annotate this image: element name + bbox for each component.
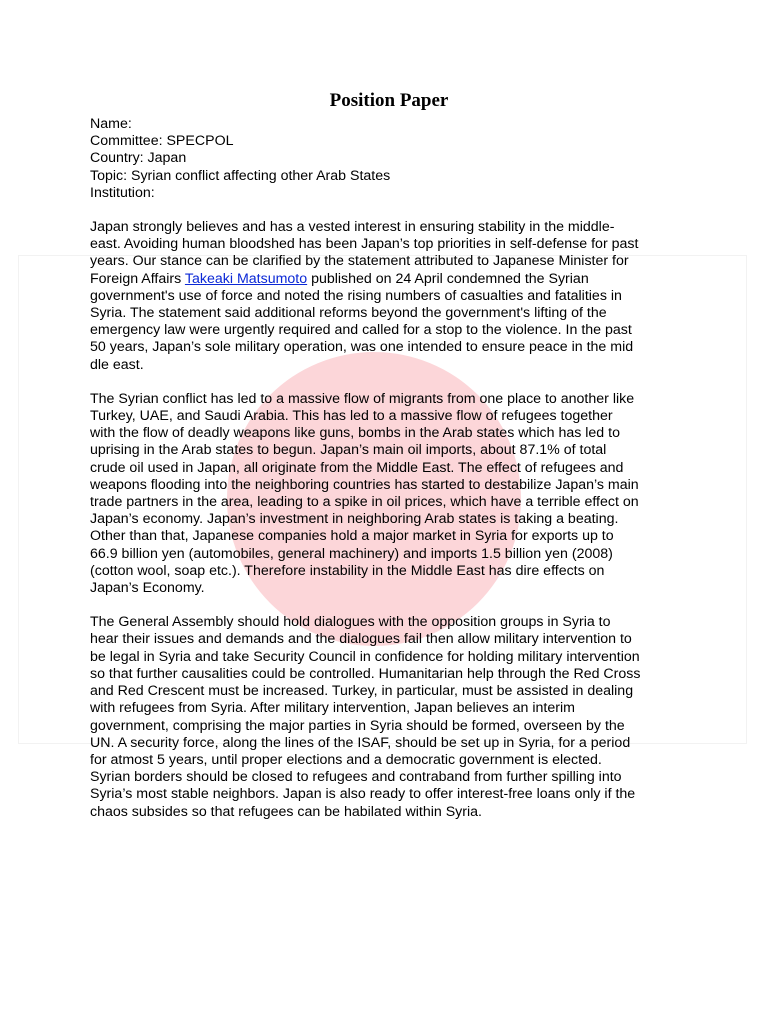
text-line: Japan strongly believes and has a vested interest in ensuring stability in the middle-	[90, 219, 615, 236]
text-line: with refugees from Syria. After military intervention, Japan believes an interim	[90, 700, 575, 717]
meta-institution: Institution:	[90, 184, 155, 201]
text-line: The Syrian conflict has led to a massive flow of migrants from one place to another like	[90, 390, 635, 407]
paragraph-2	[90, 391, 680, 597]
text-line: so that further causalities could be controlled. Humanitarian help through the Red Cross	[90, 665, 641, 682]
text-line: with the flow of deadly weapons like guns, bombs in the Arab states which has led to	[90, 425, 620, 442]
meta-committee: Committee: SPECPOL	[90, 133, 234, 150]
text-line: emergency law were urgently required and called for a stop to the violence. In the past	[90, 322, 632, 339]
text-line: UN. A security force, along the lines of the ISAF, should be set up in Syria, for a period	[90, 734, 631, 751]
spacer	[90, 202, 680, 219]
text-after-link: published on 24 April condemned the Syrian	[307, 270, 589, 287]
text-line: The General Assembly should hold dialogues with the opposition groups in Syria to	[90, 614, 611, 631]
spacer	[90, 597, 680, 614]
text-line: trade partners in the area, leading to a spike in oil prices, which have a terrible effect on	[90, 494, 639, 511]
spacer	[90, 374, 680, 391]
text-line: and Red Crescent must be increased. Turkey, in particular, must be assisted in dealing	[90, 683, 634, 700]
text-line-with-link	[90, 271, 680, 288]
text-line: government, comprising the major parties in Syria should be formed, overseen by the	[90, 717, 625, 734]
text-line: Japan’s Economy.	[90, 580, 205, 597]
text-line: dle east.	[90, 356, 144, 373]
text-line: Syria’s most stable neighbors. Japan is also ready to offer interest-free loans only if the	[90, 786, 636, 803]
meta-name: Name:	[90, 116, 132, 132]
meta-topic: Topic: Syrian conflict affecting other Arab States	[90, 167, 391, 184]
text-line: east. Avoiding human bloodshed has been Japan’s top priorities in self-defense for past	[90, 236, 639, 253]
text-line: Turkey, UAE, and Saudi Arabia. This has led to a massive flow of refugees together	[90, 408, 613, 425]
text-line: weapons flooding into the neighboring countries has started to destabilize Japan’s main	[90, 476, 639, 493]
meta-country: Country: Japan	[90, 150, 187, 167]
meta-block	[90, 116, 680, 202]
text-line: Other than that, Japanese companies hold a major market in Syria for exports up to	[90, 528, 614, 545]
text-before-link: Foreign Affairs	[90, 270, 185, 287]
text-line: Syrian borders should be closed to refugees and contraband from further spilling into	[90, 769, 622, 786]
text-line: crude oil used in Japan, all originate from the Middle East. The effect of refugees and	[90, 459, 624, 476]
text-line: for atmost 5 years, until proper elections and a democratic government is elected.	[90, 751, 602, 768]
paragraph-3	[90, 614, 680, 820]
text-line: years. Our stance can be clarified by the statement attributed to Japanese Minister for	[90, 253, 629, 270]
text-line: Japan’s economy. Japan’s investment in neighboring Arab states is taking a beating.	[90, 511, 619, 528]
text-line: Syria. The statement said additional reforms beyond the government's lifting of the	[90, 305, 607, 322]
minister-link[interactable]: Takeaki Matsumoto	[184, 270, 308, 287]
text-line: government's use of force and noted the rising numbers of casualties and fatalities in	[90, 287, 622, 304]
text-line: 50 years, Japan’s sole military operation, was one intended to ensure peace in the mid	[90, 339, 634, 356]
text-line: hear their issues and demands and the dialogues fail then allow military intervention to	[90, 631, 632, 648]
text-line: 66.9 billion yen (automobiles, general machinery) and imports 1.5 billion yen (2008)	[90, 545, 613, 562]
page-title: Position Paper	[329, 90, 449, 111]
text-line: chaos subsides so that refugees can be habilated within Syria.	[90, 803, 482, 820]
paragraph-1	[90, 219, 680, 374]
text-line: be legal in Syria and take Security Council in confidence for holding military intervention	[90, 648, 640, 665]
text-line: uprising in the Arab states to begun. Japan’s main oil imports, about 87.1% of total	[90, 442, 607, 459]
text-line: (cotton wool, soap etc.). Therefore instability in the Middle East has dire effects on	[90, 562, 605, 579]
document-body	[90, 88, 680, 821]
